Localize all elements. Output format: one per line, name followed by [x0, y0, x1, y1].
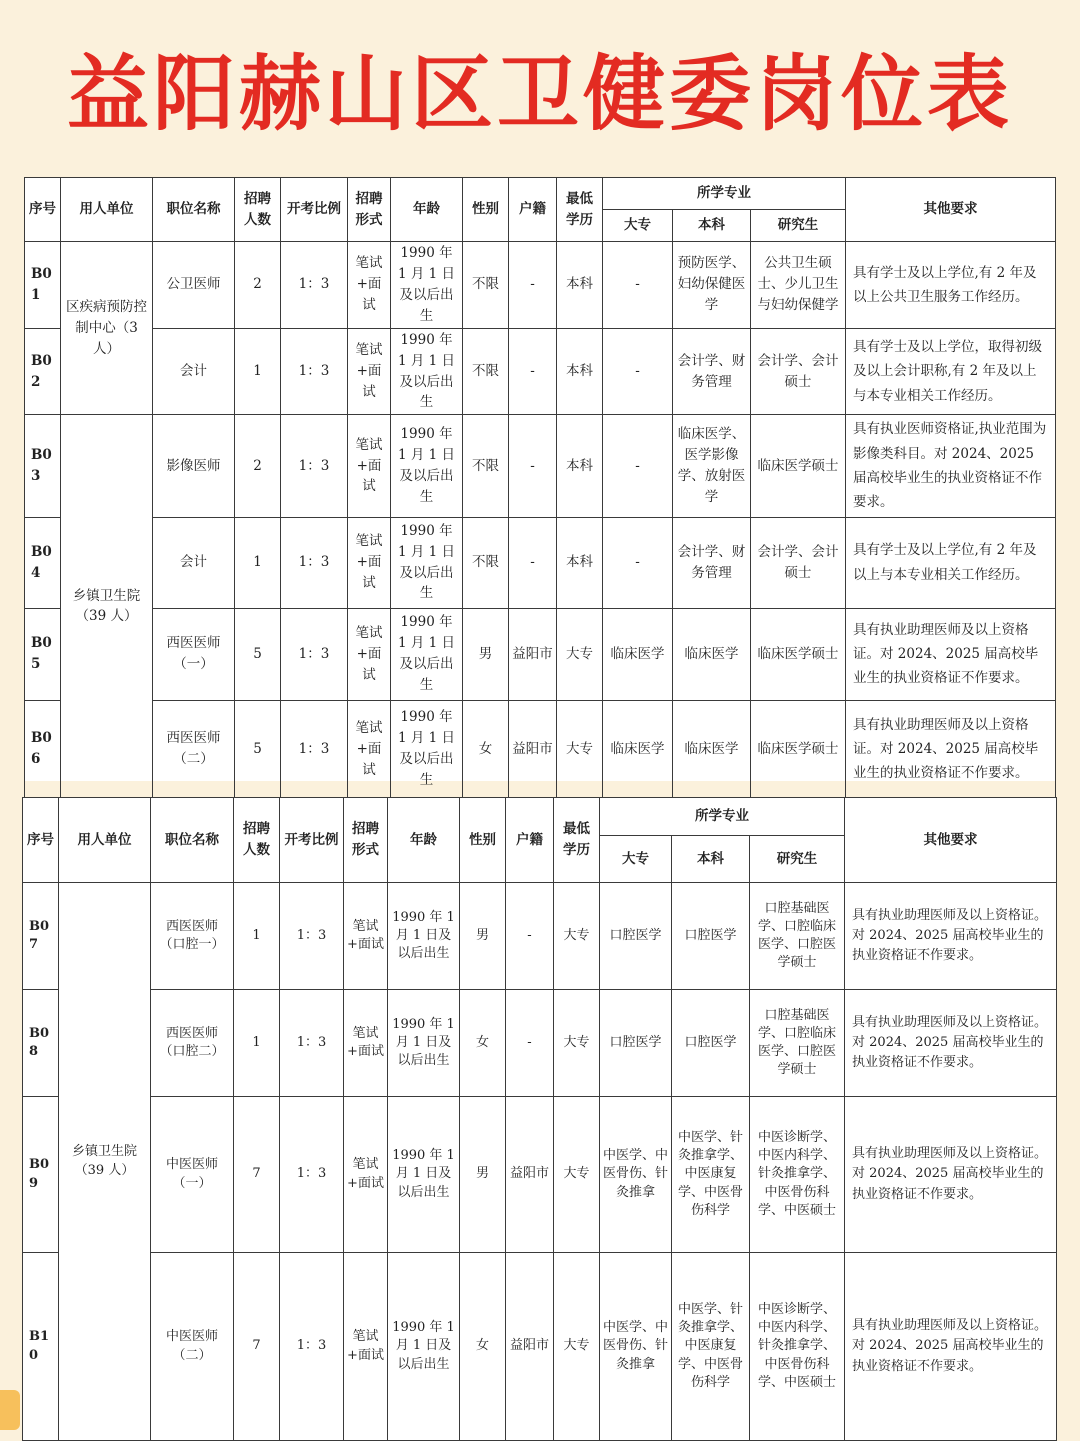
hukou-cell: 益阳市 [509, 700, 557, 798]
edu-cell: 大专 [554, 1253, 600, 1441]
other-cell: 具有学士及以上学位，取得初级及以上会计职称,有 2 年及以上与本专业相关工作经历。 [846, 328, 1056, 415]
count-cell: 7 [234, 1097, 280, 1253]
row-id: B05 [25, 608, 61, 700]
form-cell: 笔试+面试 [344, 1097, 388, 1253]
age-cell: 1990 年 1 月 1 日及以后出生 [391, 242, 463, 329]
count-cell: 2 [235, 415, 281, 517]
yjs-cell: 口腔基础医学、口腔临床医学、口腔医学硕士 [750, 990, 845, 1097]
row-id: B03 [25, 415, 61, 517]
form-cell: 笔试+面试 [348, 700, 391, 798]
position-cell: 中医医师（一） [151, 1097, 234, 1253]
benke-cell: 口腔医学 [672, 990, 750, 1097]
edu-cell: 本科 [557, 517, 603, 608]
count-cell: 7 [234, 1253, 280, 1441]
dazhuan-cell: - [603, 242, 673, 329]
header-unit: 用人单位 [61, 178, 153, 242]
hukou-cell: - [506, 883, 554, 990]
hukou-cell: - [509, 242, 557, 329]
gender-cell: 不限 [463, 415, 509, 517]
edu-cell: 大专 [554, 990, 600, 1097]
table-row [25, 517, 1056, 608]
header-seq: 序号 [25, 178, 61, 242]
header-hukou: 户籍 [506, 798, 554, 883]
edu-cell: 大专 [554, 1097, 600, 1253]
row-id: B02 [25, 328, 61, 415]
yjs-cell: 中医诊断学、中医内科学、针灸推拿学、中医骨伤科学、中医硕士 [750, 1253, 845, 1441]
table-row [23, 1097, 1057, 1253]
count-cell: 1 [234, 883, 280, 990]
other-cell: 具有执业助理医师及以上资格证。对 2024、2025 届高校毕业生的执业资格证不作要求。 [846, 608, 1056, 700]
hukou-cell: 益阳市 [509, 608, 557, 700]
yjs-cell: 口腔基础医学、口腔临床医学、口腔医学硕士 [750, 883, 845, 990]
edu-cell: 本科 [557, 328, 603, 415]
position-cell: 西医医师（口腔二） [151, 990, 234, 1097]
header-yanjiusheng: 研究生 [751, 210, 846, 242]
form-cell: 笔试+面试 [348, 242, 391, 329]
age-cell: 1990 年 1 月 1 日及以后出生 [391, 517, 463, 608]
unit-cell: 乡镇卫生院（39 人） [61, 415, 153, 798]
position-cell: 西医医师（口腔一） [151, 883, 234, 990]
gender-cell: 男 [460, 883, 506, 990]
yjs-cell: 临床医学硕士 [751, 415, 846, 517]
other-cell: 具有执业助理医师及以上资格证。对 2024、2025 届高校毕业生的执业资格证不作要求。 [846, 700, 1056, 798]
age-cell: 1990 年 1 月 1 日及以后出生 [388, 990, 460, 1097]
benke-cell: 中医学、针灸推拿学、中医康复学、中医骨伤科学 [672, 1253, 750, 1441]
form-cell: 笔试+面试 [344, 1253, 388, 1441]
header-gender: 性别 [463, 178, 509, 242]
header-count: 招聘人数 [234, 798, 280, 883]
corner-decoration [0, 1390, 20, 1430]
table-row [25, 415, 1056, 517]
ratio-cell: 1：3 [280, 990, 344, 1097]
ratio-cell: 1：3 [281, 328, 348, 415]
count-cell: 5 [235, 700, 281, 798]
count-cell: 2 [235, 242, 281, 329]
age-cell: 1990 年 1 月 1 日及以后出生 [391, 700, 463, 798]
form-cell: 笔试+面试 [348, 415, 391, 517]
yjs-cell: 临床医学硕士 [751, 608, 846, 700]
table-row [25, 328, 1056, 415]
count-cell: 5 [235, 608, 281, 700]
hukou-cell: - [509, 517, 557, 608]
dazhuan-cell: - [603, 328, 673, 415]
header-position: 职位名称 [151, 798, 234, 883]
gender-cell: 女 [463, 700, 509, 798]
header-ratio: 开考比例 [281, 178, 348, 242]
header-position: 职位名称 [153, 178, 235, 242]
edu-cell: 本科 [557, 242, 603, 329]
benke-cell: 临床医学 [673, 700, 751, 798]
row-id: B10 [23, 1253, 59, 1441]
other-cell: 具有学士及以上学位,有 2 年及以上与本专业相关工作经历。 [846, 517, 1056, 608]
age-cell: 1990 年 1 月 1 日及以后出生 [391, 415, 463, 517]
yjs-cell: 会计学、会计硕士 [751, 517, 846, 608]
benke-cell: 中医学、针灸推拿学、中医康复学、中医骨伤科学 [672, 1097, 750, 1253]
header-count: 招聘人数 [235, 178, 281, 242]
benke-cell: 临床医学 [673, 608, 751, 700]
other-cell: 具有执业助理医师及以上资格证。对 2024、2025 届高校毕业生的执业资格证不作要求。 [845, 990, 1057, 1097]
header-age: 年龄 [391, 178, 463, 242]
gender-cell: 女 [460, 990, 506, 1097]
dazhuan-cell: 口腔医学 [600, 883, 672, 990]
header-dazhuan: 大专 [603, 210, 673, 242]
position-cell: 会计 [153, 328, 235, 415]
form-cell: 笔试+面试 [348, 608, 391, 700]
yjs-cell: 会计学、会计硕士 [751, 328, 846, 415]
yjs-cell: 公共卫生硕士、少儿卫生与妇幼保健学 [751, 242, 846, 329]
header-major-group: 所学专业 [600, 798, 845, 836]
header-other: 其他要求 [845, 798, 1057, 883]
dazhuan-cell: 中医学、中医骨伤、针灸推拿 [600, 1097, 672, 1253]
count-cell: 1 [234, 990, 280, 1097]
edu-cell: 大专 [557, 608, 603, 700]
gender-cell: 男 [460, 1097, 506, 1253]
form-cell: 笔试+面试 [348, 517, 391, 608]
header-gender: 性别 [460, 798, 506, 883]
header-age: 年龄 [388, 798, 460, 883]
header-edu: 最低学历 [554, 798, 600, 883]
table-row [23, 883, 1057, 990]
edu-cell: 大专 [557, 700, 603, 798]
benke-cell: 会计学、财务管理 [673, 328, 751, 415]
hukou-cell: - [506, 990, 554, 1097]
job-table-1 [24, 177, 1055, 788]
dazhuan-cell: 口腔医学 [600, 990, 672, 1097]
hukou-cell: 益阳市 [506, 1253, 554, 1441]
unit-cell: 区疾病预防控制中心（3 人） [61, 242, 153, 415]
yjs-cell: 中医诊断学、中医内科学、针灸推拿学、中医骨伤科学、中医硕士 [750, 1097, 845, 1253]
age-cell: 1990 年 1 月 1 日及以后出生 [391, 328, 463, 415]
header-form: 招聘形式 [344, 798, 388, 883]
header-ratio: 开考比例 [280, 798, 344, 883]
header-dazhuan: 大专 [600, 836, 672, 883]
gender-cell: 男 [463, 608, 509, 700]
other-cell: 具有执业助理医师及以上资格证。对 2024、2025 届高校毕业生的执业资格证不作要求。 [845, 1253, 1057, 1441]
form-cell: 笔试+面试 [344, 883, 388, 990]
benke-cell: 预防医学、妇幼保健医学 [673, 242, 751, 329]
dazhuan-cell: - [603, 415, 673, 517]
row-id: B01 [25, 242, 61, 329]
table-row [25, 242, 1056, 329]
ratio-cell: 1：3 [280, 883, 344, 990]
hukou-cell: - [509, 415, 557, 517]
other-cell: 具有学士及以上学位,有 2 年及以上公共卫生服务工作经历。 [846, 242, 1056, 329]
position-cell: 影像医师 [153, 415, 235, 517]
position-cell: 会计 [153, 517, 235, 608]
dazhuan-cell: - [603, 517, 673, 608]
gender-cell: 不限 [463, 328, 509, 415]
ratio-cell: 1：3 [280, 1253, 344, 1441]
hukou-cell: - [509, 328, 557, 415]
header-yanjiusheng: 研究生 [750, 836, 845, 883]
ratio-cell: 1：3 [280, 1097, 344, 1253]
age-cell: 1990 年 1 月 1 日及以后出生 [391, 608, 463, 700]
other-cell: 具有执业助理医师及以上资格证。对 2024、2025 届高校毕业生的执业资格证不作要求。 [845, 883, 1057, 990]
age-cell: 1990 年 1 月 1 日及以后出生 [388, 883, 460, 990]
table-row [25, 608, 1056, 700]
header-seq: 序号 [23, 798, 59, 883]
ratio-cell: 1：3 [281, 517, 348, 608]
page-title: 益阳赫山区卫健委岗位表 [66, 47, 1013, 142]
yjs-cell: 临床医学硕士 [751, 700, 846, 798]
gender-cell: 不限 [463, 517, 509, 608]
header-major-group: 所学专业 [603, 178, 846, 210]
ratio-cell: 1：3 [281, 415, 348, 517]
other-cell: 具有执业助理医师及以上资格证。对 2024、2025 届高校毕业生的执业资格证不作要求。 [845, 1097, 1057, 1253]
position-cell: 公卫医师 [153, 242, 235, 329]
position-cell: 中医医师（二） [151, 1253, 234, 1441]
position-cell: 西医医师（二） [153, 700, 235, 798]
ratio-cell: 1：3 [281, 608, 348, 700]
row-id: B06 [25, 700, 61, 798]
dazhuan-cell: 中医学、中医骨伤、针灸推拿 [600, 1253, 672, 1441]
header-other: 其他要求 [846, 178, 1056, 242]
count-cell: 1 [235, 517, 281, 608]
dazhuan-cell: 临床医学 [603, 608, 673, 700]
edu-cell: 大专 [554, 883, 600, 990]
edu-cell: 本科 [557, 415, 603, 517]
benke-cell: 临床医学、医学影像学、放射医学 [673, 415, 751, 517]
header-unit: 用人单位 [59, 798, 151, 883]
ratio-cell: 1：3 [281, 242, 348, 329]
header-form: 招聘形式 [348, 178, 391, 242]
dazhuan-cell: 临床医学 [603, 700, 673, 798]
count-cell: 1 [235, 328, 281, 415]
table-row [23, 1253, 1057, 1441]
form-cell: 笔试+面试 [344, 990, 388, 1097]
header-hukou: 户籍 [509, 178, 557, 242]
table-row [25, 700, 1056, 798]
ratio-cell: 1：3 [281, 700, 348, 798]
form-cell: 笔试+面试 [348, 328, 391, 415]
age-cell: 1990 年 1 月 1 日及以后出生 [388, 1253, 460, 1441]
position-cell: 西医医师（一） [153, 608, 235, 700]
row-id: B04 [25, 517, 61, 608]
unit-cell: 乡镇卫生院（39 人） [59, 883, 151, 1441]
other-cell: 具有执业医师资格证,执业范围为影像类科目。对 2024、2025 届高校毕业生的执业资格证不作要求。 [846, 415, 1056, 517]
header-benke: 本科 [672, 836, 750, 883]
row-id: B08 [23, 990, 59, 1097]
header-benke: 本科 [673, 210, 751, 242]
gender-cell: 不限 [463, 242, 509, 329]
job-table-2 [22, 797, 1056, 1440]
row-id: B07 [23, 883, 59, 990]
benke-cell: 口腔医学 [672, 883, 750, 990]
table-row [23, 990, 1057, 1097]
benke-cell: 会计学、财务管理 [673, 517, 751, 608]
gender-cell: 女 [460, 1253, 506, 1441]
age-cell: 1990 年 1 月 1 日及以后出生 [388, 1097, 460, 1253]
header-edu: 最低学历 [557, 178, 603, 242]
hukou-cell: 益阳市 [506, 1097, 554, 1253]
row-id: B09 [23, 1097, 59, 1253]
